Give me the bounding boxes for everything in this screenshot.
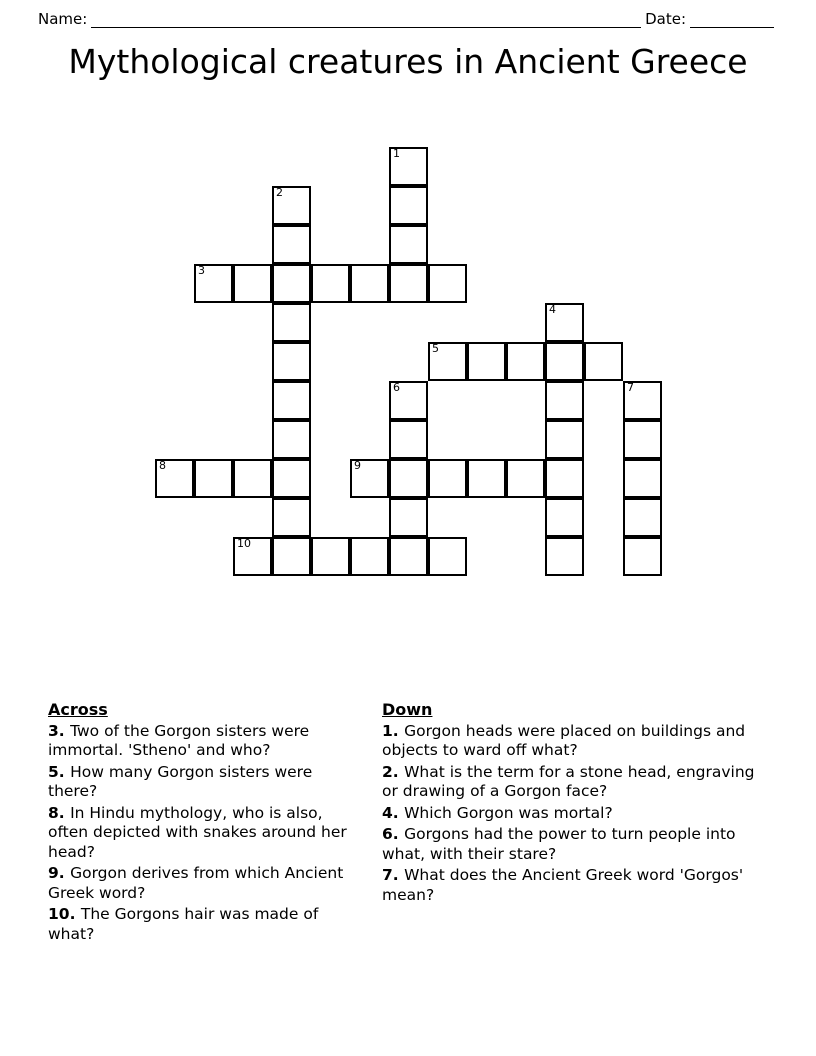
- crossword-cell[interactable]: [506, 459, 545, 498]
- cell-number: 10: [237, 537, 251, 550]
- clue-number: 5.: [48, 762, 71, 781]
- crossword-cell[interactable]: [545, 420, 584, 459]
- across-clue-list: [48, 722, 360, 945]
- cell-number: 8: [159, 459, 166, 472]
- clue-number: 9.: [48, 864, 71, 882]
- crossword-cell[interactable]: [194, 459, 233, 498]
- crossword-cell[interactable]: [389, 225, 428, 264]
- down-clues-column: [370, 700, 770, 1000]
- page-title: Mythological creatures in Ancient Greece: [68, 42, 748, 81]
- crossword-cell[interactable]: [428, 264, 467, 303]
- crossword-cell[interactable]: [311, 537, 350, 576]
- clue-number: 10.: [48, 905, 81, 923]
- clue-number: 1.: [382, 721, 405, 740]
- crossword-cell[interactable]: [428, 342, 467, 381]
- crossword-cell[interactable]: [311, 264, 350, 303]
- clue-text: How many Gorgon sisters were there?: [48, 762, 313, 800]
- crossword-cell[interactable]: [389, 264, 428, 303]
- crossword-cell[interactable]: [467, 459, 506, 498]
- clue-item: [382, 866, 760, 905]
- crossword-cell[interactable]: [194, 264, 233, 303]
- date-label: Date:: [645, 10, 686, 28]
- clue-number: 3.: [48, 721, 71, 740]
- crossword-cell[interactable]: [545, 498, 584, 537]
- crossword-cell[interactable]: [155, 459, 194, 498]
- crossword-cell[interactable]: [272, 420, 311, 459]
- cell-number: 4: [549, 303, 556, 316]
- crossword-cell[interactable]: [545, 303, 584, 342]
- crossword-cell[interactable]: [389, 381, 428, 420]
- clue-text: In Hindu mythology, who is also, often depicted with snakes around her head?: [48, 803, 347, 861]
- clue-item: [382, 804, 760, 824]
- cell-number: 7: [627, 381, 634, 394]
- crossword-cell[interactable]: [350, 537, 389, 576]
- crossword-cell[interactable]: [389, 498, 428, 537]
- crossword-cell[interactable]: [233, 264, 272, 303]
- crossword-cell[interactable]: [623, 420, 662, 459]
- clue-text: Gorgon derives from which Ancient Greek word?: [48, 864, 344, 902]
- crossword-cell[interactable]: [545, 381, 584, 420]
- across-heading: Across: [48, 700, 108, 719]
- crossword-cell[interactable]: [272, 225, 311, 264]
- crossword-cell[interactable]: [272, 537, 311, 576]
- crossword-cell[interactable]: [272, 459, 311, 498]
- crossword-cell[interactable]: [272, 186, 311, 225]
- cell-number: 9: [354, 459, 361, 472]
- clue-item: [382, 763, 760, 802]
- crossword-cell[interactable]: [389, 186, 428, 225]
- clue-item: [48, 804, 360, 863]
- clue-number: 4.: [382, 803, 405, 822]
- clue-item: [382, 722, 760, 761]
- crossword-cell[interactable]: [428, 537, 467, 576]
- crossword-cell[interactable]: [506, 342, 545, 381]
- crossword-cell[interactable]: [467, 342, 506, 381]
- cell-number: 1: [393, 147, 400, 160]
- clue-number: 8.: [48, 803, 71, 822]
- crossword-cell[interactable]: [389, 420, 428, 459]
- clue-text: Which Gorgon was mortal?: [404, 803, 613, 822]
- across-clues-column: [0, 700, 370, 1000]
- crossword-cell[interactable]: [584, 342, 623, 381]
- name-label: Name:: [38, 10, 88, 28]
- cell-number: 6: [393, 381, 400, 394]
- crossword-cell[interactable]: [623, 498, 662, 537]
- crossword-cell[interactable]: [272, 342, 311, 381]
- crossword-cell[interactable]: [389, 537, 428, 576]
- clue-item: [48, 905, 360, 944]
- crossword-cell[interactable]: [623, 459, 662, 498]
- crossword-cell[interactable]: [350, 459, 389, 498]
- down-clue-list: [382, 722, 760, 906]
- down-heading: Down: [382, 700, 433, 719]
- crossword-cell[interactable]: [233, 459, 272, 498]
- clue-number: 7.: [382, 866, 405, 884]
- crossword-cell[interactable]: [545, 537, 584, 576]
- cell-number: 2: [276, 186, 283, 199]
- clue-text: Two of the Gorgon sisters were immortal. 'Stheno' and who?: [48, 721, 310, 759]
- crossword-cell[interactable]: [545, 459, 584, 498]
- crossword-cell[interactable]: [272, 381, 311, 420]
- crossword-cell[interactable]: [389, 459, 428, 498]
- clue-text: Gorgon heads were placed on buildings and objects to ward off what?: [382, 721, 746, 759]
- crossword-cell[interactable]: [623, 381, 662, 420]
- crossword-cell[interactable]: [389, 147, 428, 186]
- crossword-cell[interactable]: [233, 537, 272, 576]
- crossword-cell[interactable]: [272, 498, 311, 537]
- clue-number: 2.: [382, 762, 405, 781]
- crossword-cell[interactable]: [272, 264, 311, 303]
- crossword-cell[interactable]: [428, 459, 467, 498]
- clue-text: What is the term for a stone head, engraving or drawing of a Gorgon face?: [382, 762, 755, 800]
- cell-number: 5: [432, 342, 439, 355]
- crossword-cell[interactable]: [350, 264, 389, 303]
- crossword-cell[interactable]: [623, 537, 662, 576]
- clue-item: [48, 763, 360, 802]
- crossword-cell[interactable]: [545, 342, 584, 381]
- clue-item: [382, 825, 760, 864]
- clue-number: 6.: [382, 825, 405, 843]
- crossword-cell[interactable]: [272, 303, 311, 342]
- clues-section: [0, 700, 816, 1000]
- clue-text: Gorgons had the power to turn people into what, with their stare?: [382, 825, 736, 863]
- clue-item: [48, 864, 360, 903]
- cell-number: 3: [198, 264, 205, 277]
- clue-text: What does the Ancient Greek word 'Gorgos' mean?: [382, 866, 744, 904]
- clue-text: The Gorgons hair was made of what?: [48, 905, 319, 943]
- clue-item: [48, 722, 360, 761]
